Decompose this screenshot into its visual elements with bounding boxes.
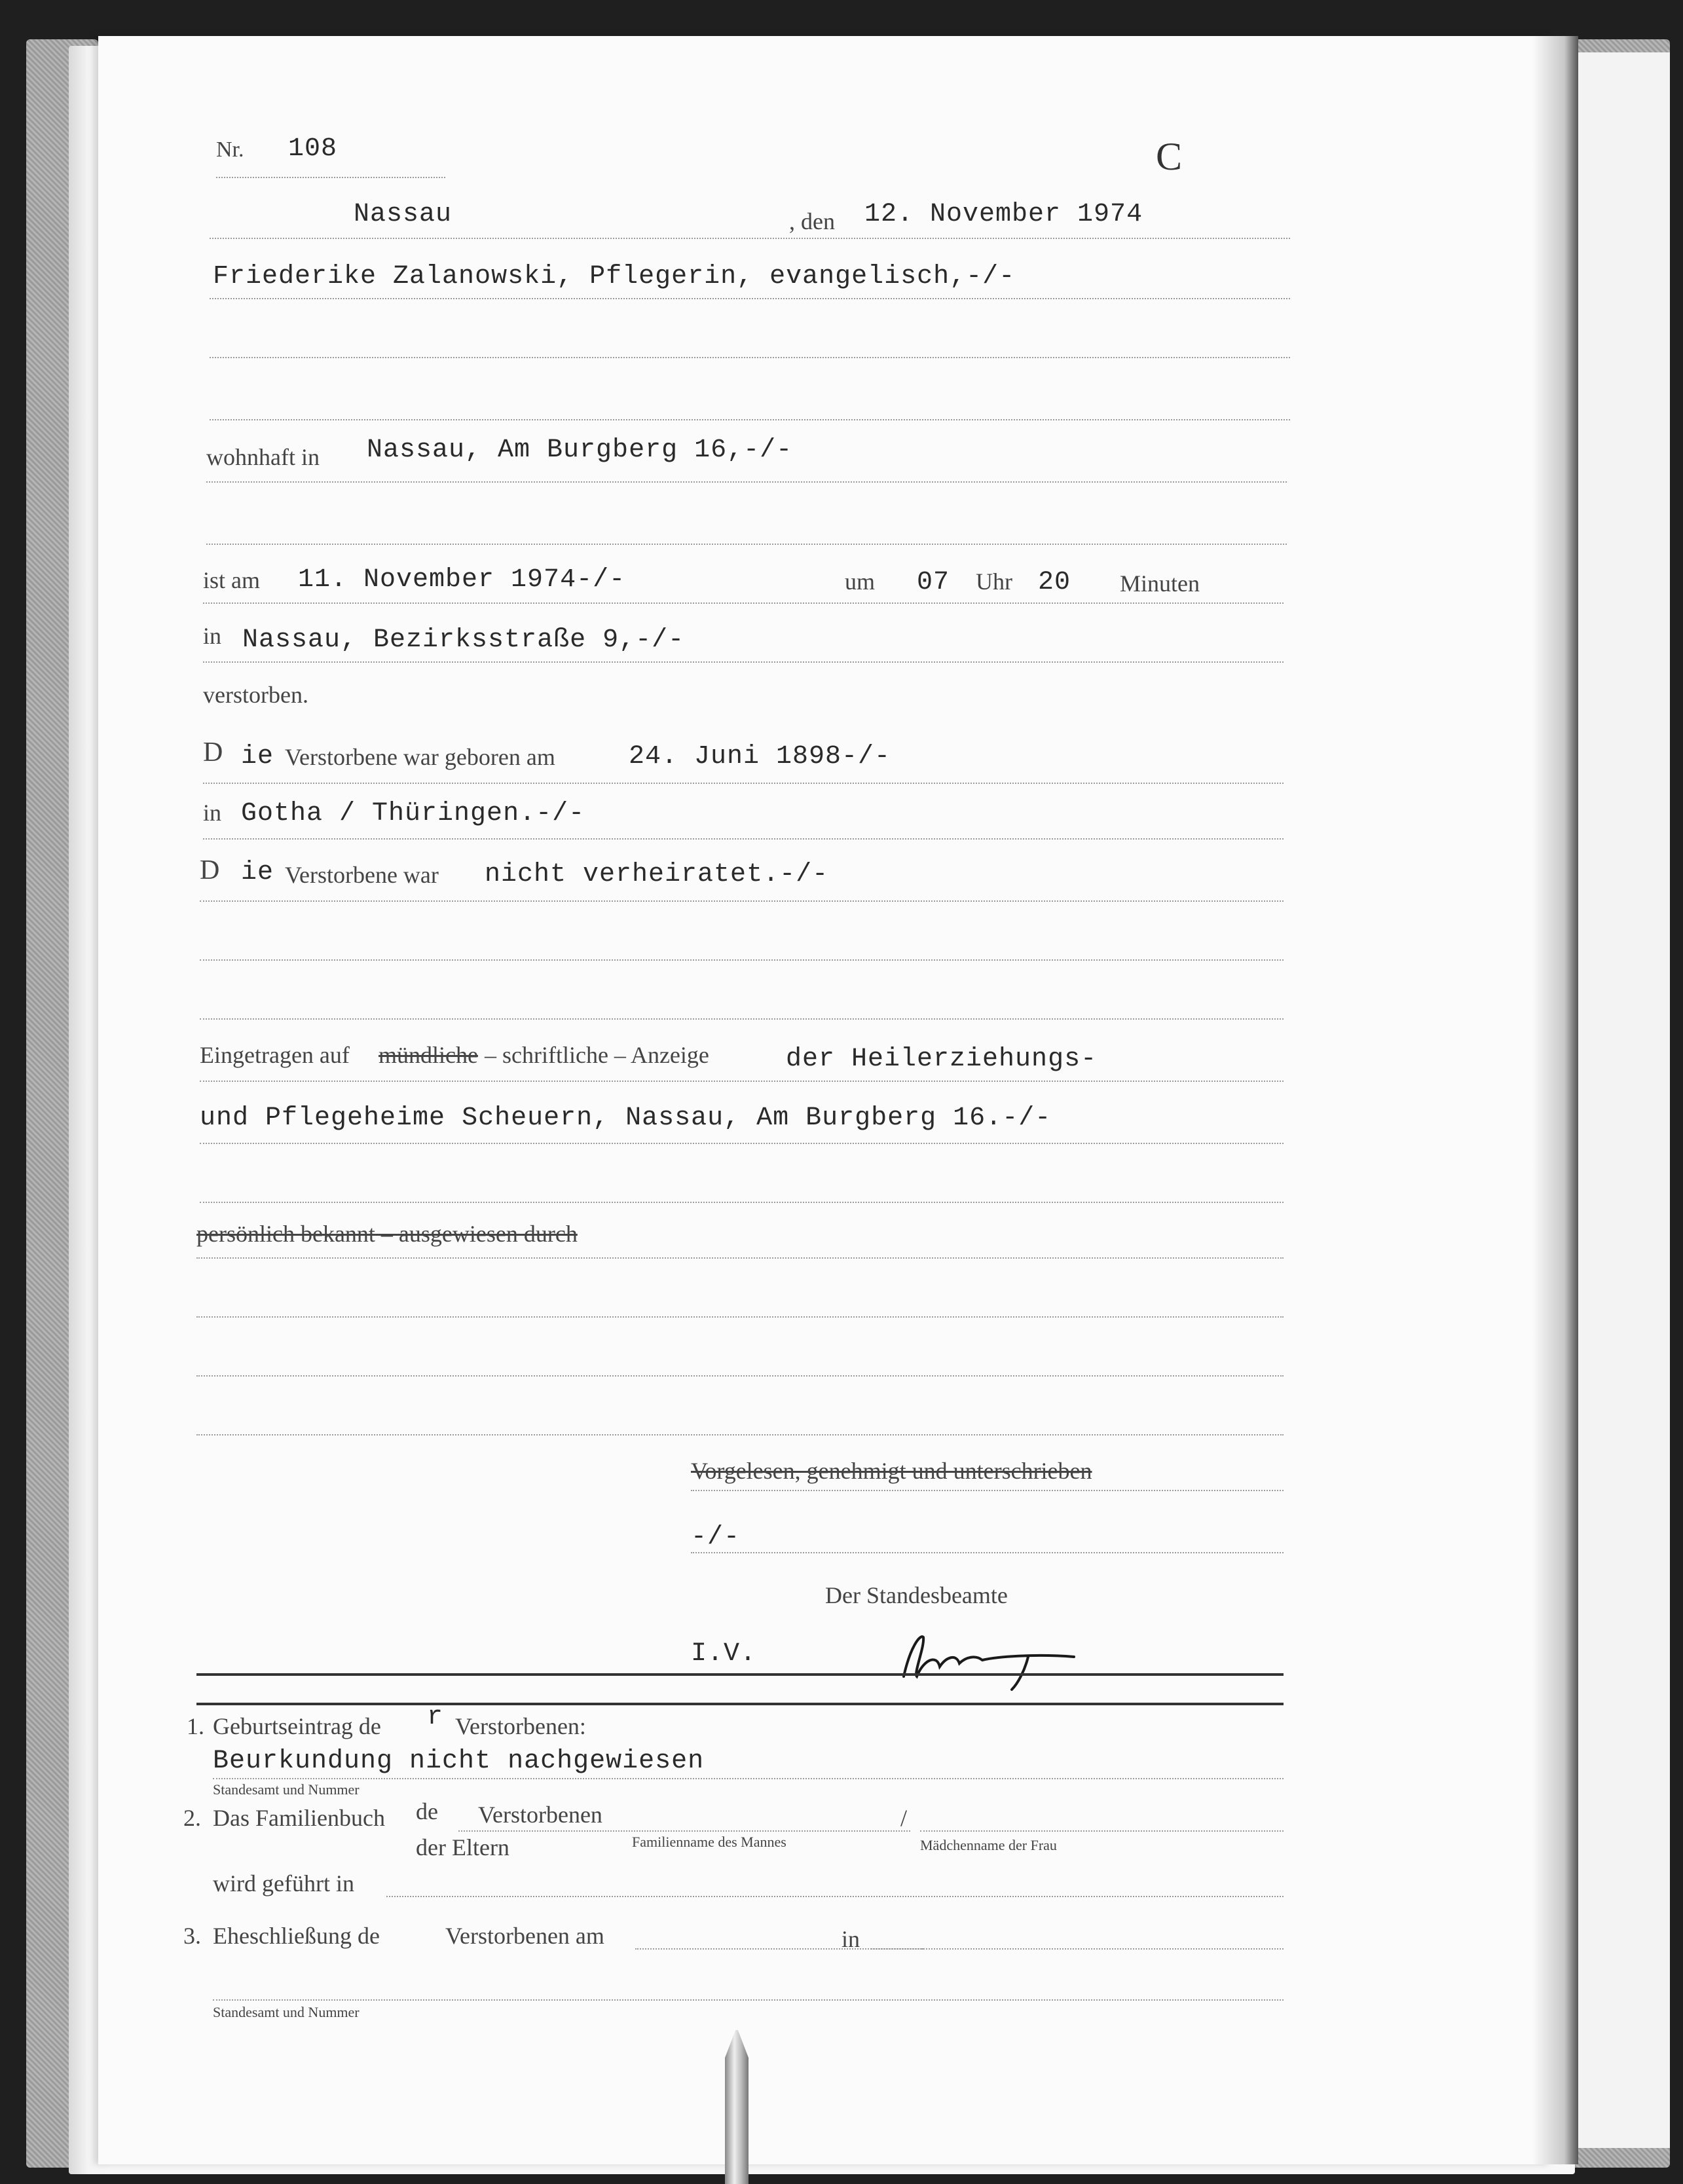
residence-address: Nassau, Am Burgberg 16,-/- [367, 435, 793, 465]
reporter-line2: und Pflegeheime Scheuern, Nassau, Am Burgberg 16.-/- [200, 1103, 1052, 1133]
muendliche-struck: mündliche [379, 1042, 478, 1068]
corner-letter: C [1156, 135, 1183, 178]
familienbuch-label: Das Familienbuch [213, 1805, 385, 1831]
pen-pointer [725, 2030, 749, 2184]
footer-n3: 3. [183, 1923, 201, 1949]
official-signature [884, 1621, 1107, 1693]
familienname-caption: Familienname des Mannes [632, 1834, 786, 1850]
marital-text: Verstorbene war [285, 862, 439, 888]
standesbeamte-label: Der Standesbeamte [825, 1582, 1008, 1608]
wird-gefuehrt-label: wird geführt in [213, 1870, 354, 1897]
um-label: um [845, 568, 876, 595]
uhr-label: Uhr [976, 568, 1012, 595]
birth-date: 24. Juni 1898-/- [629, 742, 891, 771]
birth-text: Verstorbene war geboren am [285, 744, 555, 770]
deceased-name-line: Friederike Zalanowski, Pflegerin, evangelisch,-/- [213, 262, 1016, 291]
death-hour: 07 [917, 568, 950, 597]
iv-label: I.V. [691, 1639, 757, 1669]
closing-dash: -/- [691, 1523, 741, 1552]
wohnhaft-label: wohnhaft in [206, 444, 320, 470]
footer-n1: 1. [187, 1713, 204, 1739]
familienbuch-verstorbenen: Verstorbenen [478, 1802, 602, 1828]
geburtseintrag-r: r [427, 1703, 444, 1732]
ist-am-label: ist am [203, 567, 260, 593]
birth-place: Gotha / Thüringen.-/- [241, 799, 585, 828]
registration-date: 12. November 1974 [864, 200, 1143, 229]
birth-ie: ie [241, 742, 274, 771]
death-minutes: 20 [1038, 568, 1071, 597]
geburtseintrag-verstorbenen: Verstorbenen: [455, 1713, 586, 1739]
bekannt-struck: persönlich bekannt – ausgewiesen durch [196, 1221, 578, 1247]
geburtseintrag-label: Geburtseintrag de [213, 1713, 381, 1739]
standesamt-caption-2: Standesamt und Nummer [213, 2004, 360, 2020]
beurkundung-value: Beurkundung nicht nachgewiesen [213, 1747, 705, 1776]
birth-d-label: D [203, 737, 223, 768]
nr-value: 108 [288, 134, 338, 164]
in-label: in [203, 623, 222, 649]
vorgelesen-struck: Vorgelesen, genehmigt und unterschrieben [691, 1458, 1092, 1484]
nr-label: Nr. [216, 138, 244, 162]
marital-ie: ie [241, 858, 274, 887]
death-date: 11. November 1974-/- [298, 565, 626, 595]
place-of-registration: Nassau [354, 200, 453, 229]
eingetragen-label: Eingetragen auf [200, 1042, 350, 1068]
page-gutter [1532, 36, 1578, 2164]
maedchenname-caption: Mädchenname der Frau [920, 1837, 1057, 1853]
marital-status: nicht verheiratet.-/- [485, 860, 829, 889]
death-place: Nassau, Bezirksstraße 9,-/- [242, 625, 685, 655]
minuten-label: Minuten [1120, 570, 1200, 597]
standesamt-caption-1: Standesamt und Nummer [213, 1781, 360, 1798]
marital-d-label: D [200, 855, 220, 885]
den-label: , den [789, 208, 835, 234]
eheschliessung-verstorbenen: Verstorbenen am [445, 1923, 604, 1949]
familienbuch-de: de [416, 1798, 438, 1824]
footer-n2: 2. [183, 1805, 201, 1831]
familienbuch-slash: / [900, 1805, 908, 1831]
der-eltern-label: der Eltern [416, 1834, 509, 1860]
verstorben-label: verstorben. [203, 682, 308, 708]
birth-in-label: in [203, 800, 222, 826]
eheschliessung-in: in [842, 1926, 860, 1952]
right-page [1572, 52, 1670, 2148]
eheschliessung-label: Eheschließung de [213, 1923, 380, 1949]
death-record-page [98, 36, 1552, 2164]
schriftliche-label: – schriftliche – Anzeige [485, 1042, 709, 1068]
reporter-line1: der Heilerziehungs- [786, 1045, 1098, 1074]
